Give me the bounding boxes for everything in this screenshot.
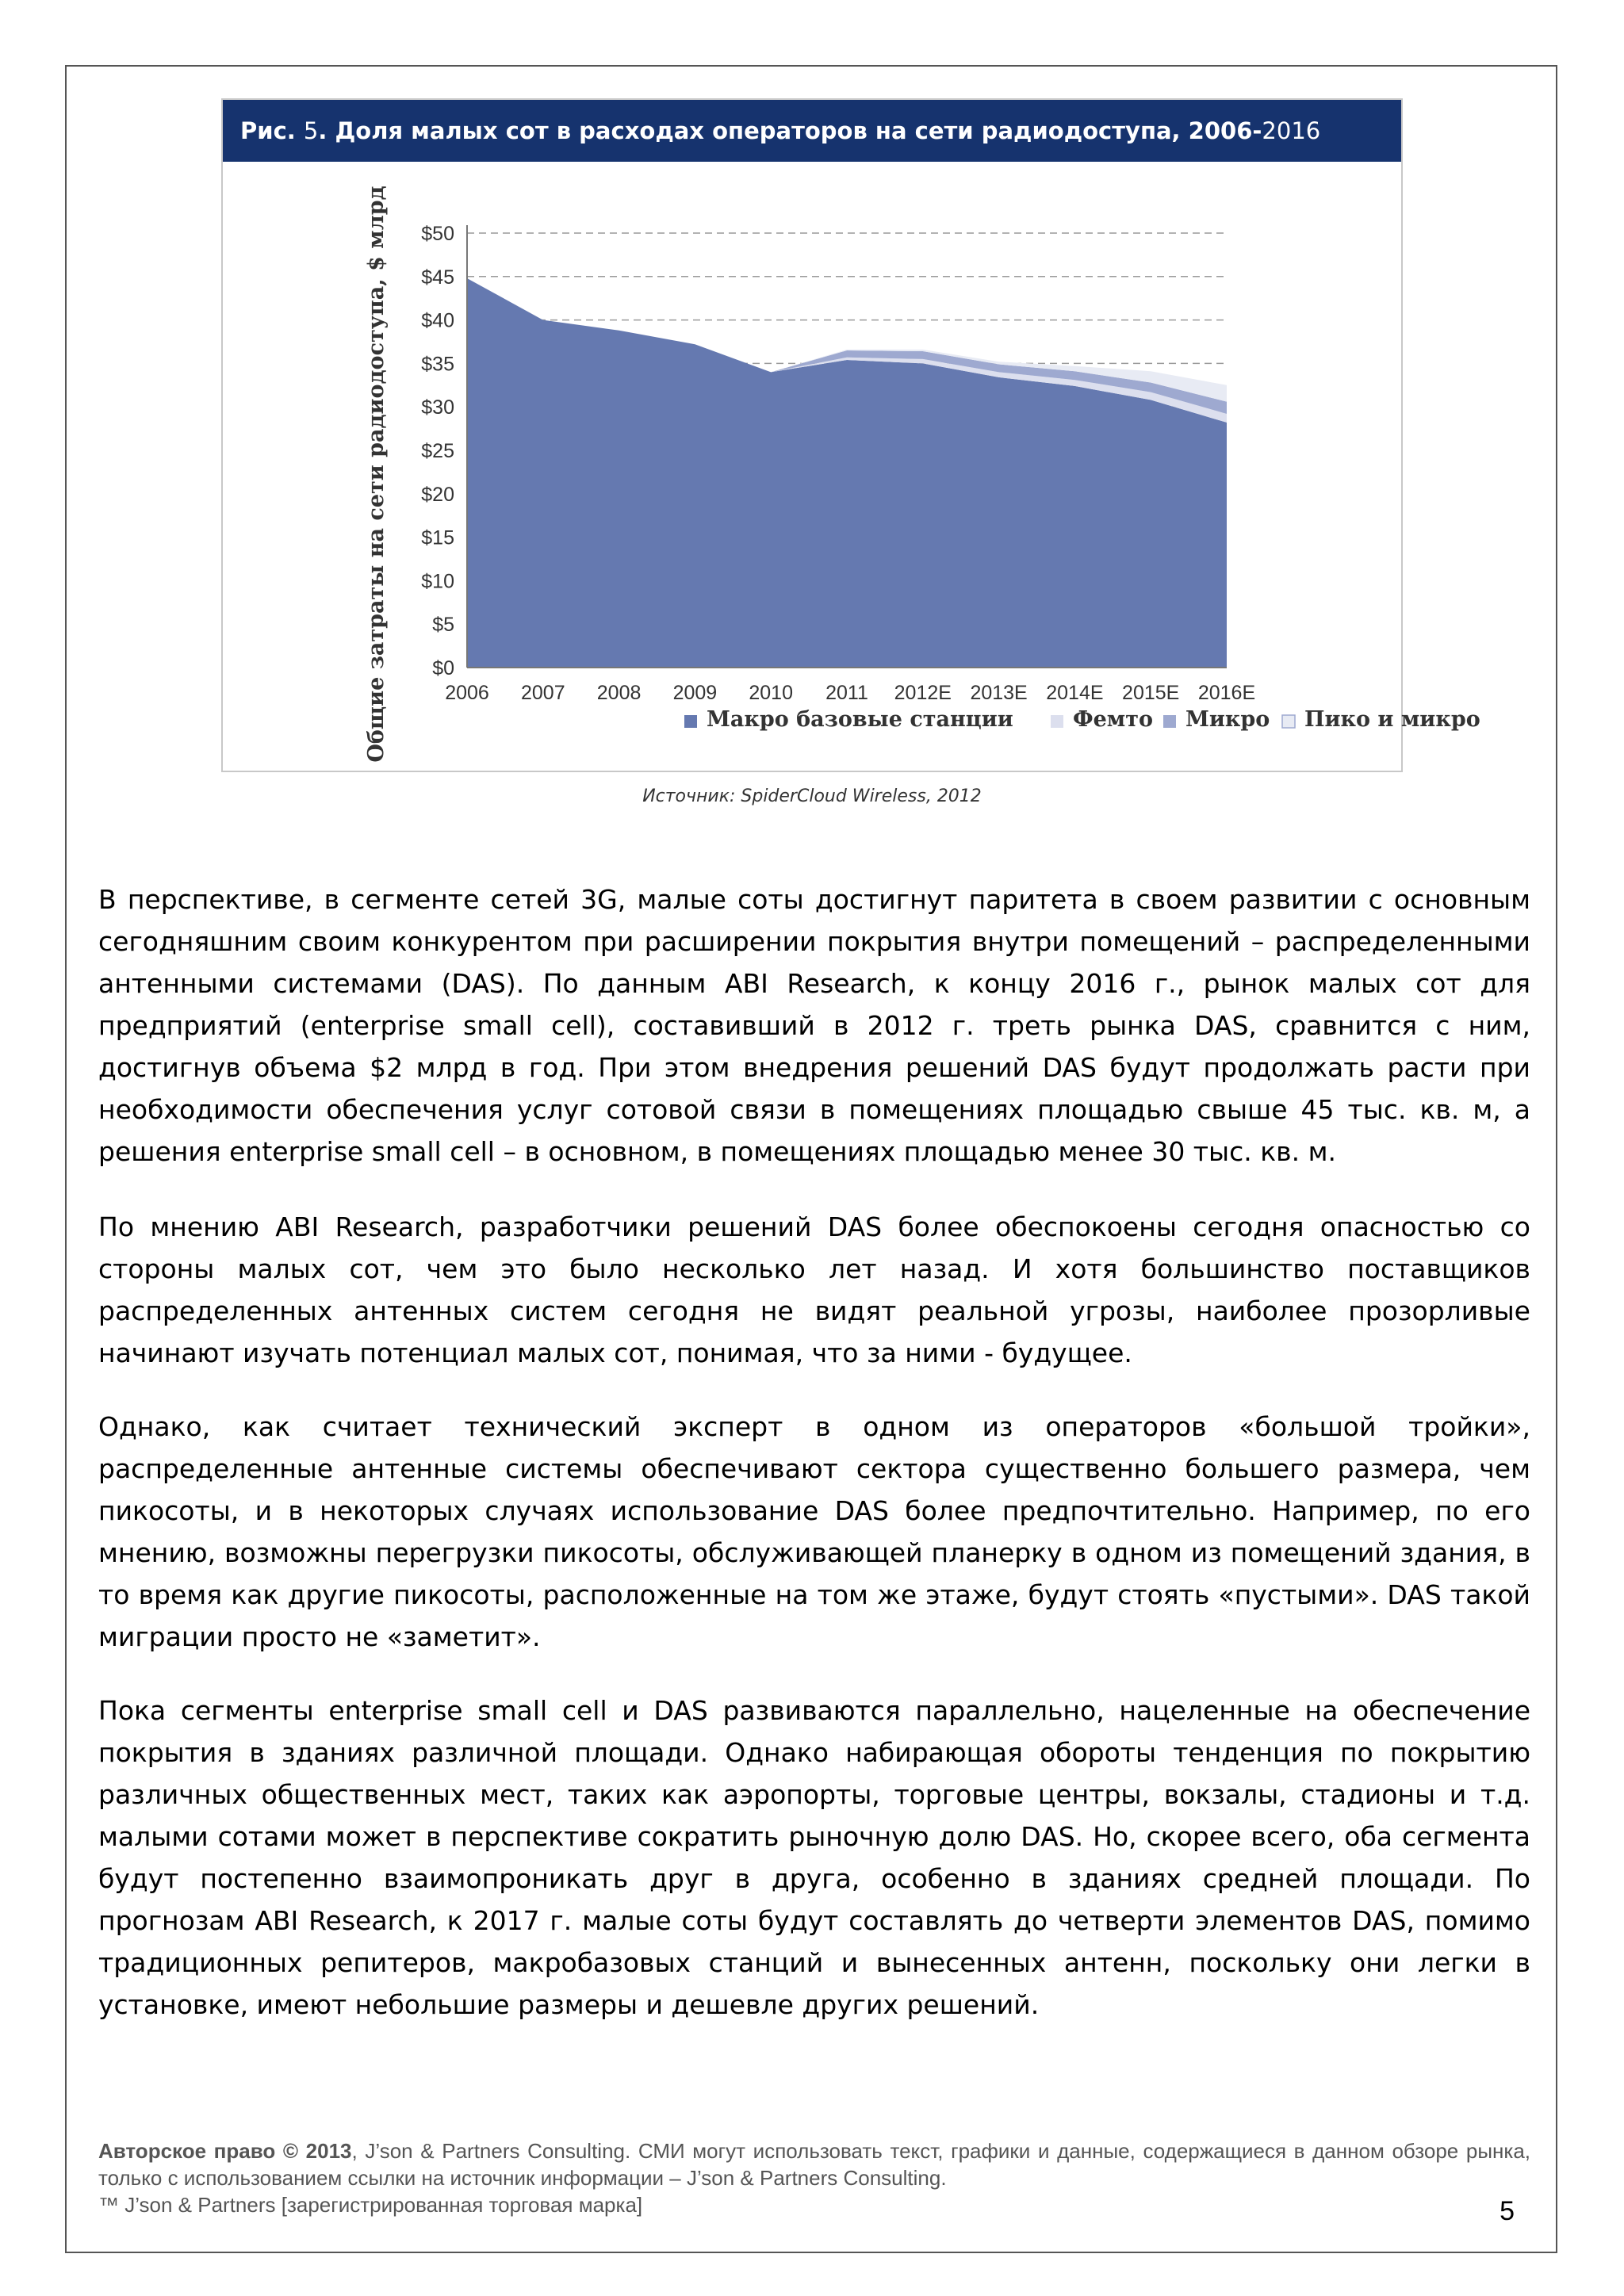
y-tick-label: $10: [421, 570, 454, 593]
legend-label: Фемто: [1073, 707, 1153, 732]
y-tick-label: $25: [421, 440, 454, 462]
figure-title-year: 2016: [1262, 117, 1321, 144]
legend-swatch: [1163, 715, 1176, 728]
x-tick-label: 2007: [520, 682, 565, 704]
paragraph-4: Пока сегменты enterprise small cell и DAS развиваются параллельно, нацеленные на обеспечение покрытия в зданиях различной площади. Однако набирающая обороты тенденция по покрытию различных общественных мест, таких как аэропорты, торговые центры, вокзалы, стадионы и т.д. малыми сотами может в перспективе сократить рыночную долю DAS. Но, скорее всего, оба сегмента будут постепенно взаимопроникать друг в друга, особенно в зданиях средней площади. По прогнозам ABI Research, к 2017 г. малые соты будут составлять до четверти элементов DAS, помимо традиционных репитеров, макробазовых станций и вынесенных антенн, поскольку они легки в установке, имеют небольшие размеры и дешевле других решений.: [98, 1695, 1530, 2020]
paragraph-2: По мнению ABI Research, разработчики решений DAS более обеспокоены сегодня опасностью со стороны малых сот, чем это было несколько лет назад. И хотя большинство поставщиков распределенных антенных систем сегодня не видят реальной угрозы, наиболее прозорливые начинают изучать потенциал малых сот, понимая, что за ними - будущее.: [98, 1211, 1530, 1368]
figure-number: 5: [303, 117, 319, 144]
footer-copyright: [98, 2137, 1530, 2191]
x-tick-label: 2016E: [1197, 682, 1256, 704]
figure-source: Источник: SpiderCloud Wireless, 2012: [642, 786, 982, 806]
paragraph-3: Однако, как считает технический эксперт в одном из операторов «большой тройки», распределенные антенные системы обеспечивают сектора существенно большего размера, чем пикосоты, и в некоторых случаях использование DAS более предпочтительно. Например, по его мнению, возможны перегрузки пикосоты, обслуживающей планерку в одном из помещений здания, в то время как другие пикосоты, расположенные на том же этаже, будут стоять «пустыми». DAS такой миграции просто не «заметит».: [98, 1411, 1530, 1652]
y-tick-label: $30: [421, 396, 454, 419]
y-tick-label: $45: [421, 266, 454, 289]
y-tick-label: $40: [421, 309, 454, 332]
y-tick-label: $20: [421, 483, 454, 506]
figure-title-text: . Доля малых сот в расходах операторов на сети радиодоступа, 2006-: [318, 117, 1262, 144]
y-tick-label: $15: [421, 526, 454, 549]
x-tick-label: 2012E: [894, 682, 952, 704]
y-tick-label: $5: [432, 614, 454, 637]
footer-copyright-bold: Авторское право © 2013: [98, 2139, 352, 2163]
area-chart: [223, 162, 1480, 771]
paragraph-1: В перспективе, в сегменте сетей 3G, малые соты достигнут паритета в своем развитии с основным сегодняшним своим конкурентом при расширении покрытия внутри помещений – распределенными антенными системами (DAS). По данным ABI Research, к концу 2016 г., рынок малых сот для предприятий (enterprise small cell), составивший в 2012 г. треть рынка DAS, сравнится с ним, достигнув объема $2 млрд в год. При этом внедрения решений DAS будут продолжать расти при необходимости обеспечения услуг сотовой связи в помещениях площадью свыше 45 тыс. кв. м, а решения enterprise small cell – в основном, в помещениях площадью менее 30 тыс. кв. м.: [98, 884, 1530, 1167]
footer: [98, 2137, 1530, 2218]
x-tick-label: 2013E: [970, 682, 1028, 704]
y-tick-label: $0: [432, 657, 454, 679]
x-tick-label: 2006: [445, 682, 489, 704]
x-tick-label: 2011: [825, 682, 868, 704]
legend-label: Макро базовые станции: [707, 707, 1013, 732]
y-axis-label: Общие затраты на сети радиодоступа, $ млрд: [364, 186, 389, 763]
figure-title: [223, 100, 1401, 162]
legend-swatch: [684, 715, 697, 728]
footer-trademark: ™ J’son & Partners [зарегистрированная торговая марка]: [98, 2193, 643, 2217]
x-tick-label: 2009: [672, 682, 718, 704]
legend-swatch: [1051, 715, 1063, 728]
legend-label: Пико и микро: [1304, 707, 1480, 732]
y-tick-label: $50: [421, 223, 454, 245]
legend-label: Микро: [1185, 707, 1270, 732]
footer-copyright-text: , J’son & Partners Consulting. СМИ могут использовать текст, графики и данные, содержащиеся в данном обзоре рынка, только с использованием ссылки на источник информации – J’son & Partners Consulting.: [98, 2139, 1531, 2190]
page-number: 5: [1500, 2196, 1515, 2226]
y-tick-label: $35: [421, 353, 454, 376]
figure-box: [221, 98, 1480, 772]
x-tick-label: 2014E: [1046, 682, 1104, 704]
x-tick-label: 2015E: [1122, 682, 1180, 704]
x-tick-label: 2008: [596, 682, 642, 704]
legend-swatch: [1282, 715, 1295, 728]
figure-label: Рис.: [240, 117, 304, 144]
x-tick-label: 2010: [749, 682, 794, 704]
